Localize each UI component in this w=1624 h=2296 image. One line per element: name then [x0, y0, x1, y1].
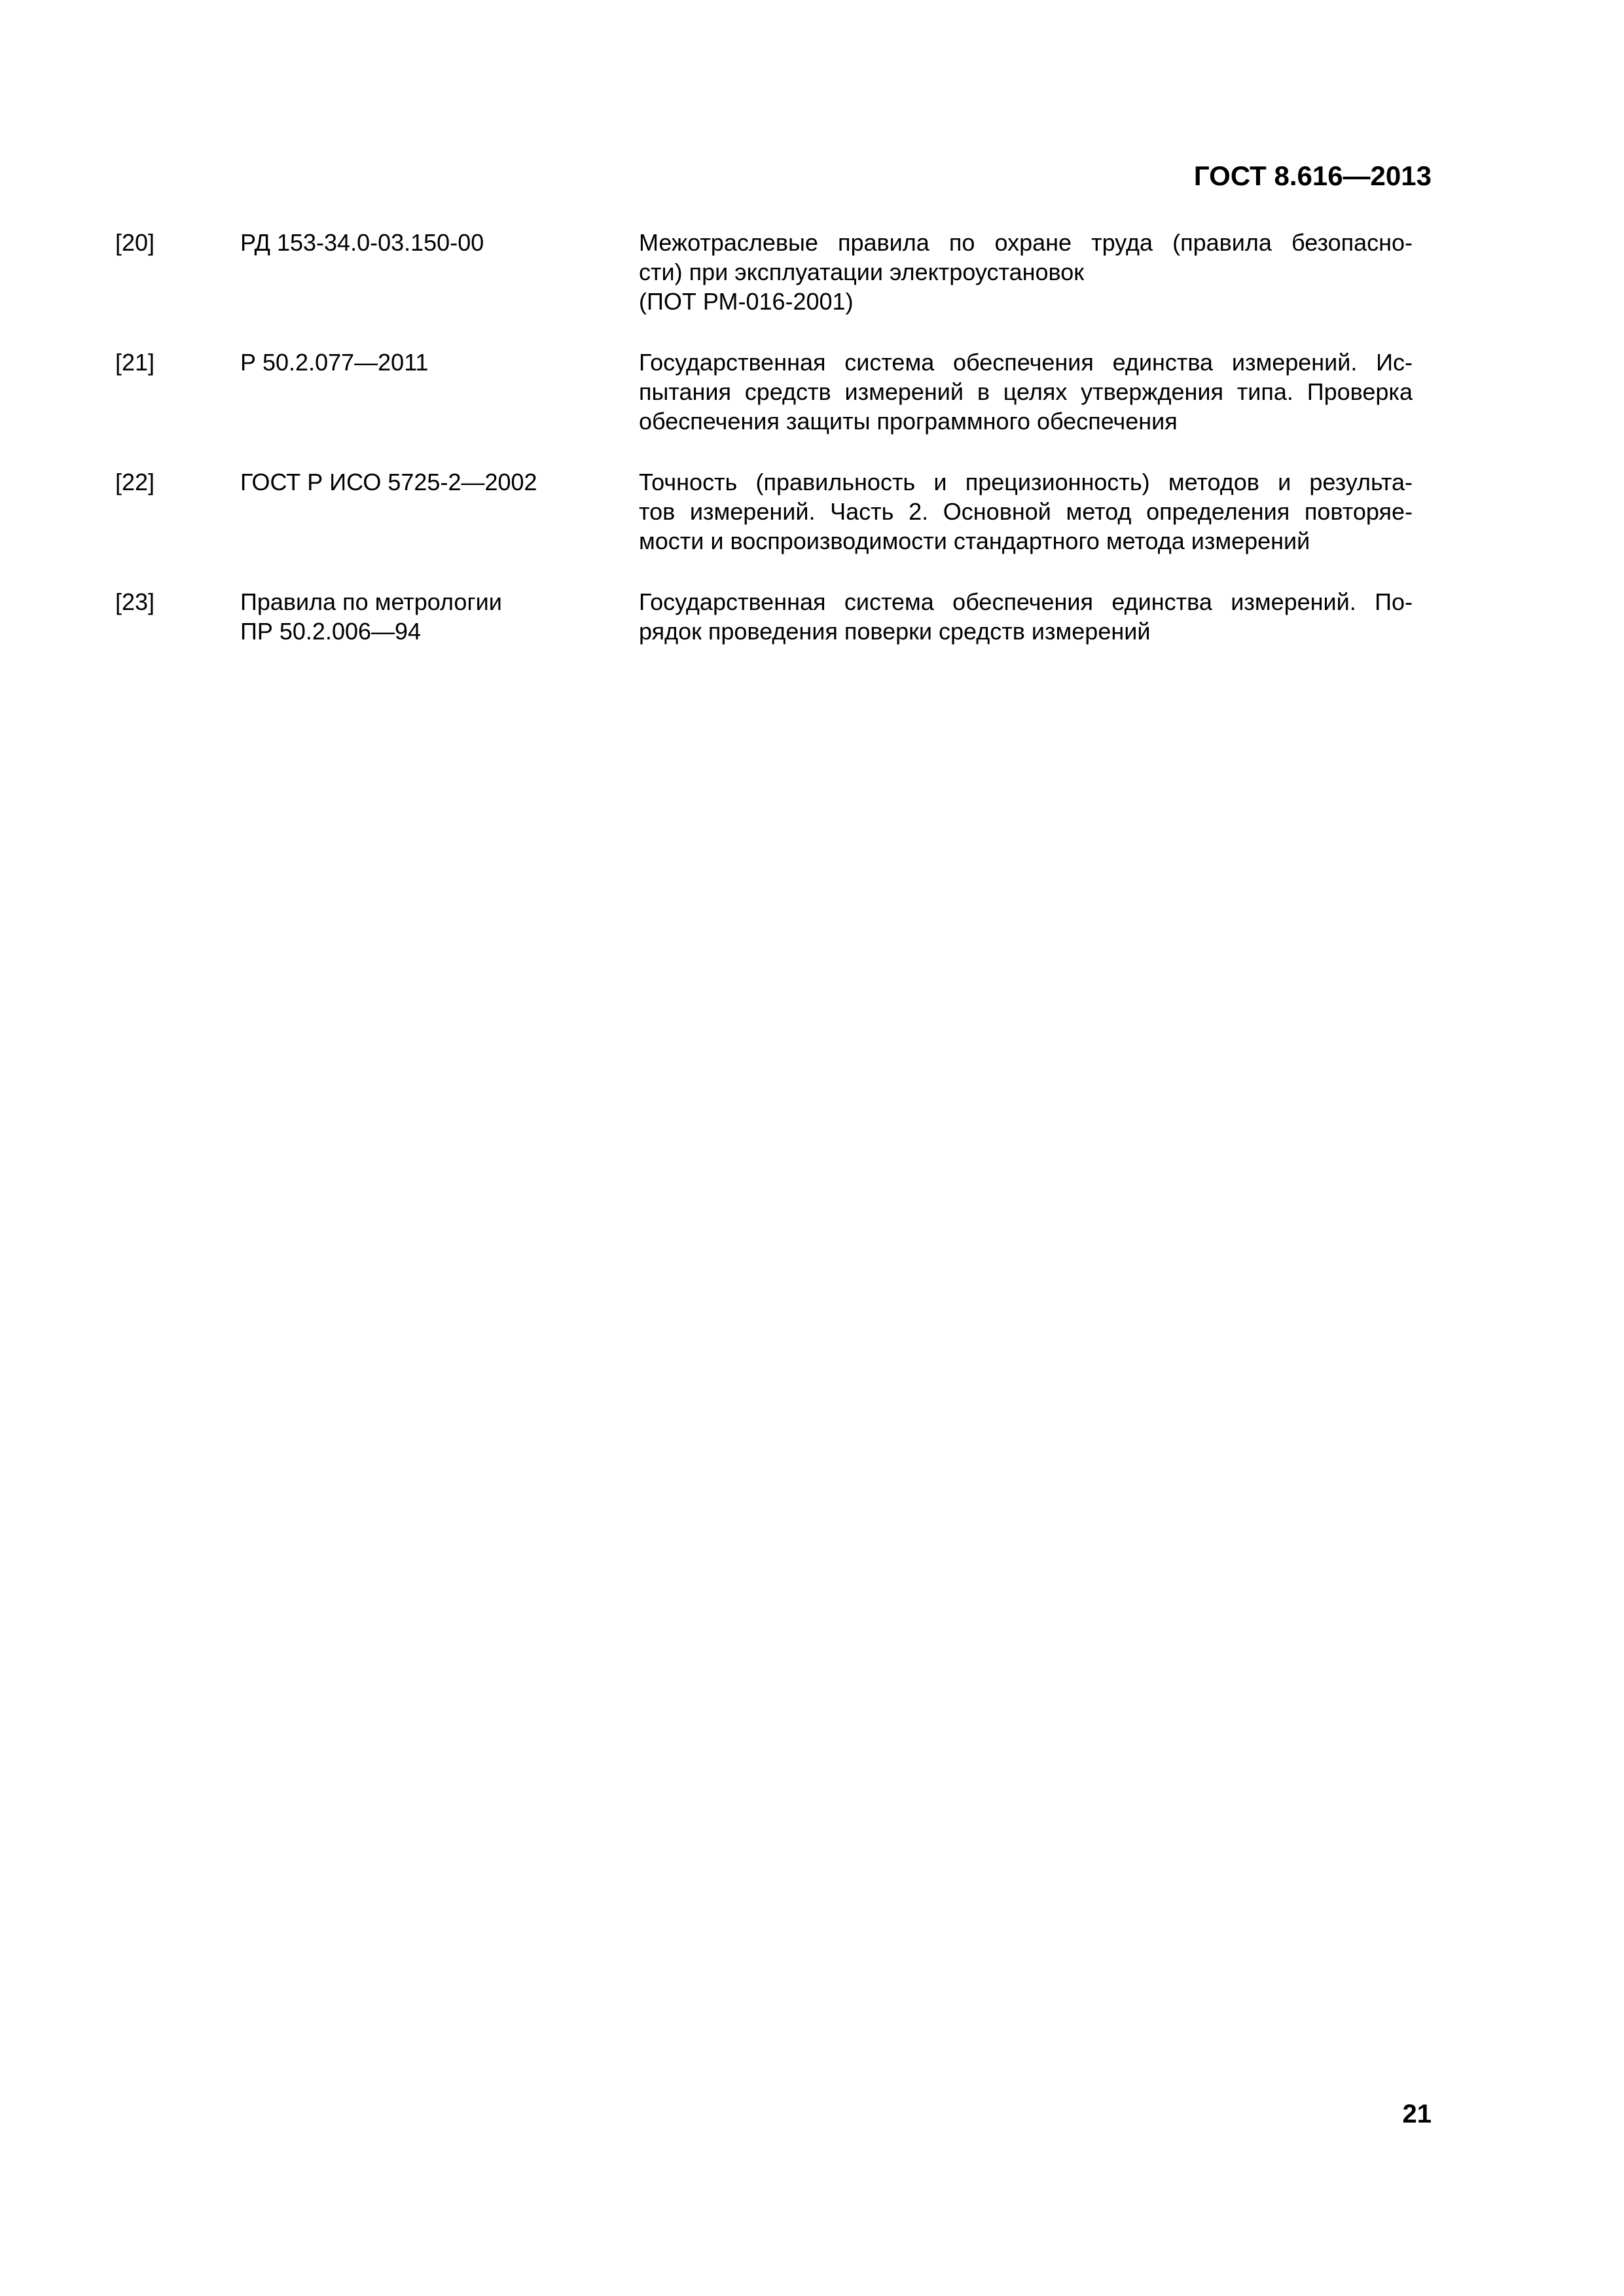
reference-number: [23]	[115, 588, 155, 615]
reference-code-line: Р 50.2.077—2011	[240, 349, 429, 376]
reference-number: [22]	[115, 469, 155, 495]
reference-title-line: Точность (правильность и прецизионность) методов и результа-	[639, 469, 1413, 495]
reference-title	[639, 587, 1413, 646]
reference-title-line: сти) при эксплуатации электроустановок	[639, 259, 1084, 285]
page-number: 21	[1402, 2100, 1432, 2128]
reference-number: [20]	[115, 229, 155, 256]
reference-item	[115, 228, 1413, 316]
reference-title-line: мости и воспроизводимости стандартного метода измерений	[639, 528, 1310, 554]
reference-title	[639, 467, 1413, 556]
reference-item	[115, 348, 1413, 436]
reference-code	[240, 228, 639, 257]
reference-title	[639, 228, 1413, 316]
reference-code-line: ГОСТ Р ИСО 5725-2—2002	[240, 469, 537, 495]
reference-title-line: Государственная система обеспечения единства измерений. Ис-	[639, 349, 1413, 376]
reference-code-line: РД 153-34.0-03.150-00	[240, 229, 484, 256]
reference-item	[115, 587, 1413, 646]
document-code: ГОСТ 8.616—2013	[1193, 160, 1432, 191]
reference-number: [21]	[115, 349, 155, 376]
reference-title-line: обеспечения защиты программного обеспечения	[639, 408, 1178, 435]
reference-title-line: пытания средств измерений в целях утверждения типа. Проверка	[639, 378, 1413, 405]
reference-code	[240, 467, 639, 497]
reference-item	[115, 467, 1413, 556]
reference-title	[639, 348, 1413, 436]
reference-list	[115, 228, 1413, 677]
reference-title-line: тов измерений. Часть 2. Основной метод определения повторяе-	[639, 498, 1413, 525]
reference-code	[240, 587, 639, 646]
reference-title-line: Государственная система обеспечения единства измерений. По-	[639, 588, 1413, 615]
reference-code	[240, 348, 639, 377]
reference-code-line: ПР 50.2.006—94	[240, 618, 422, 645]
reference-code-line: Правила по метрологии	[240, 588, 502, 615]
reference-title-line: Межотраслевые правила по охране труда (правила безопасно-	[639, 229, 1413, 256]
reference-title-line: (ПОТ РМ-016-2001)	[639, 288, 854, 315]
reference-title-line: рядок проведения поверки средств измерений	[639, 618, 1151, 645]
